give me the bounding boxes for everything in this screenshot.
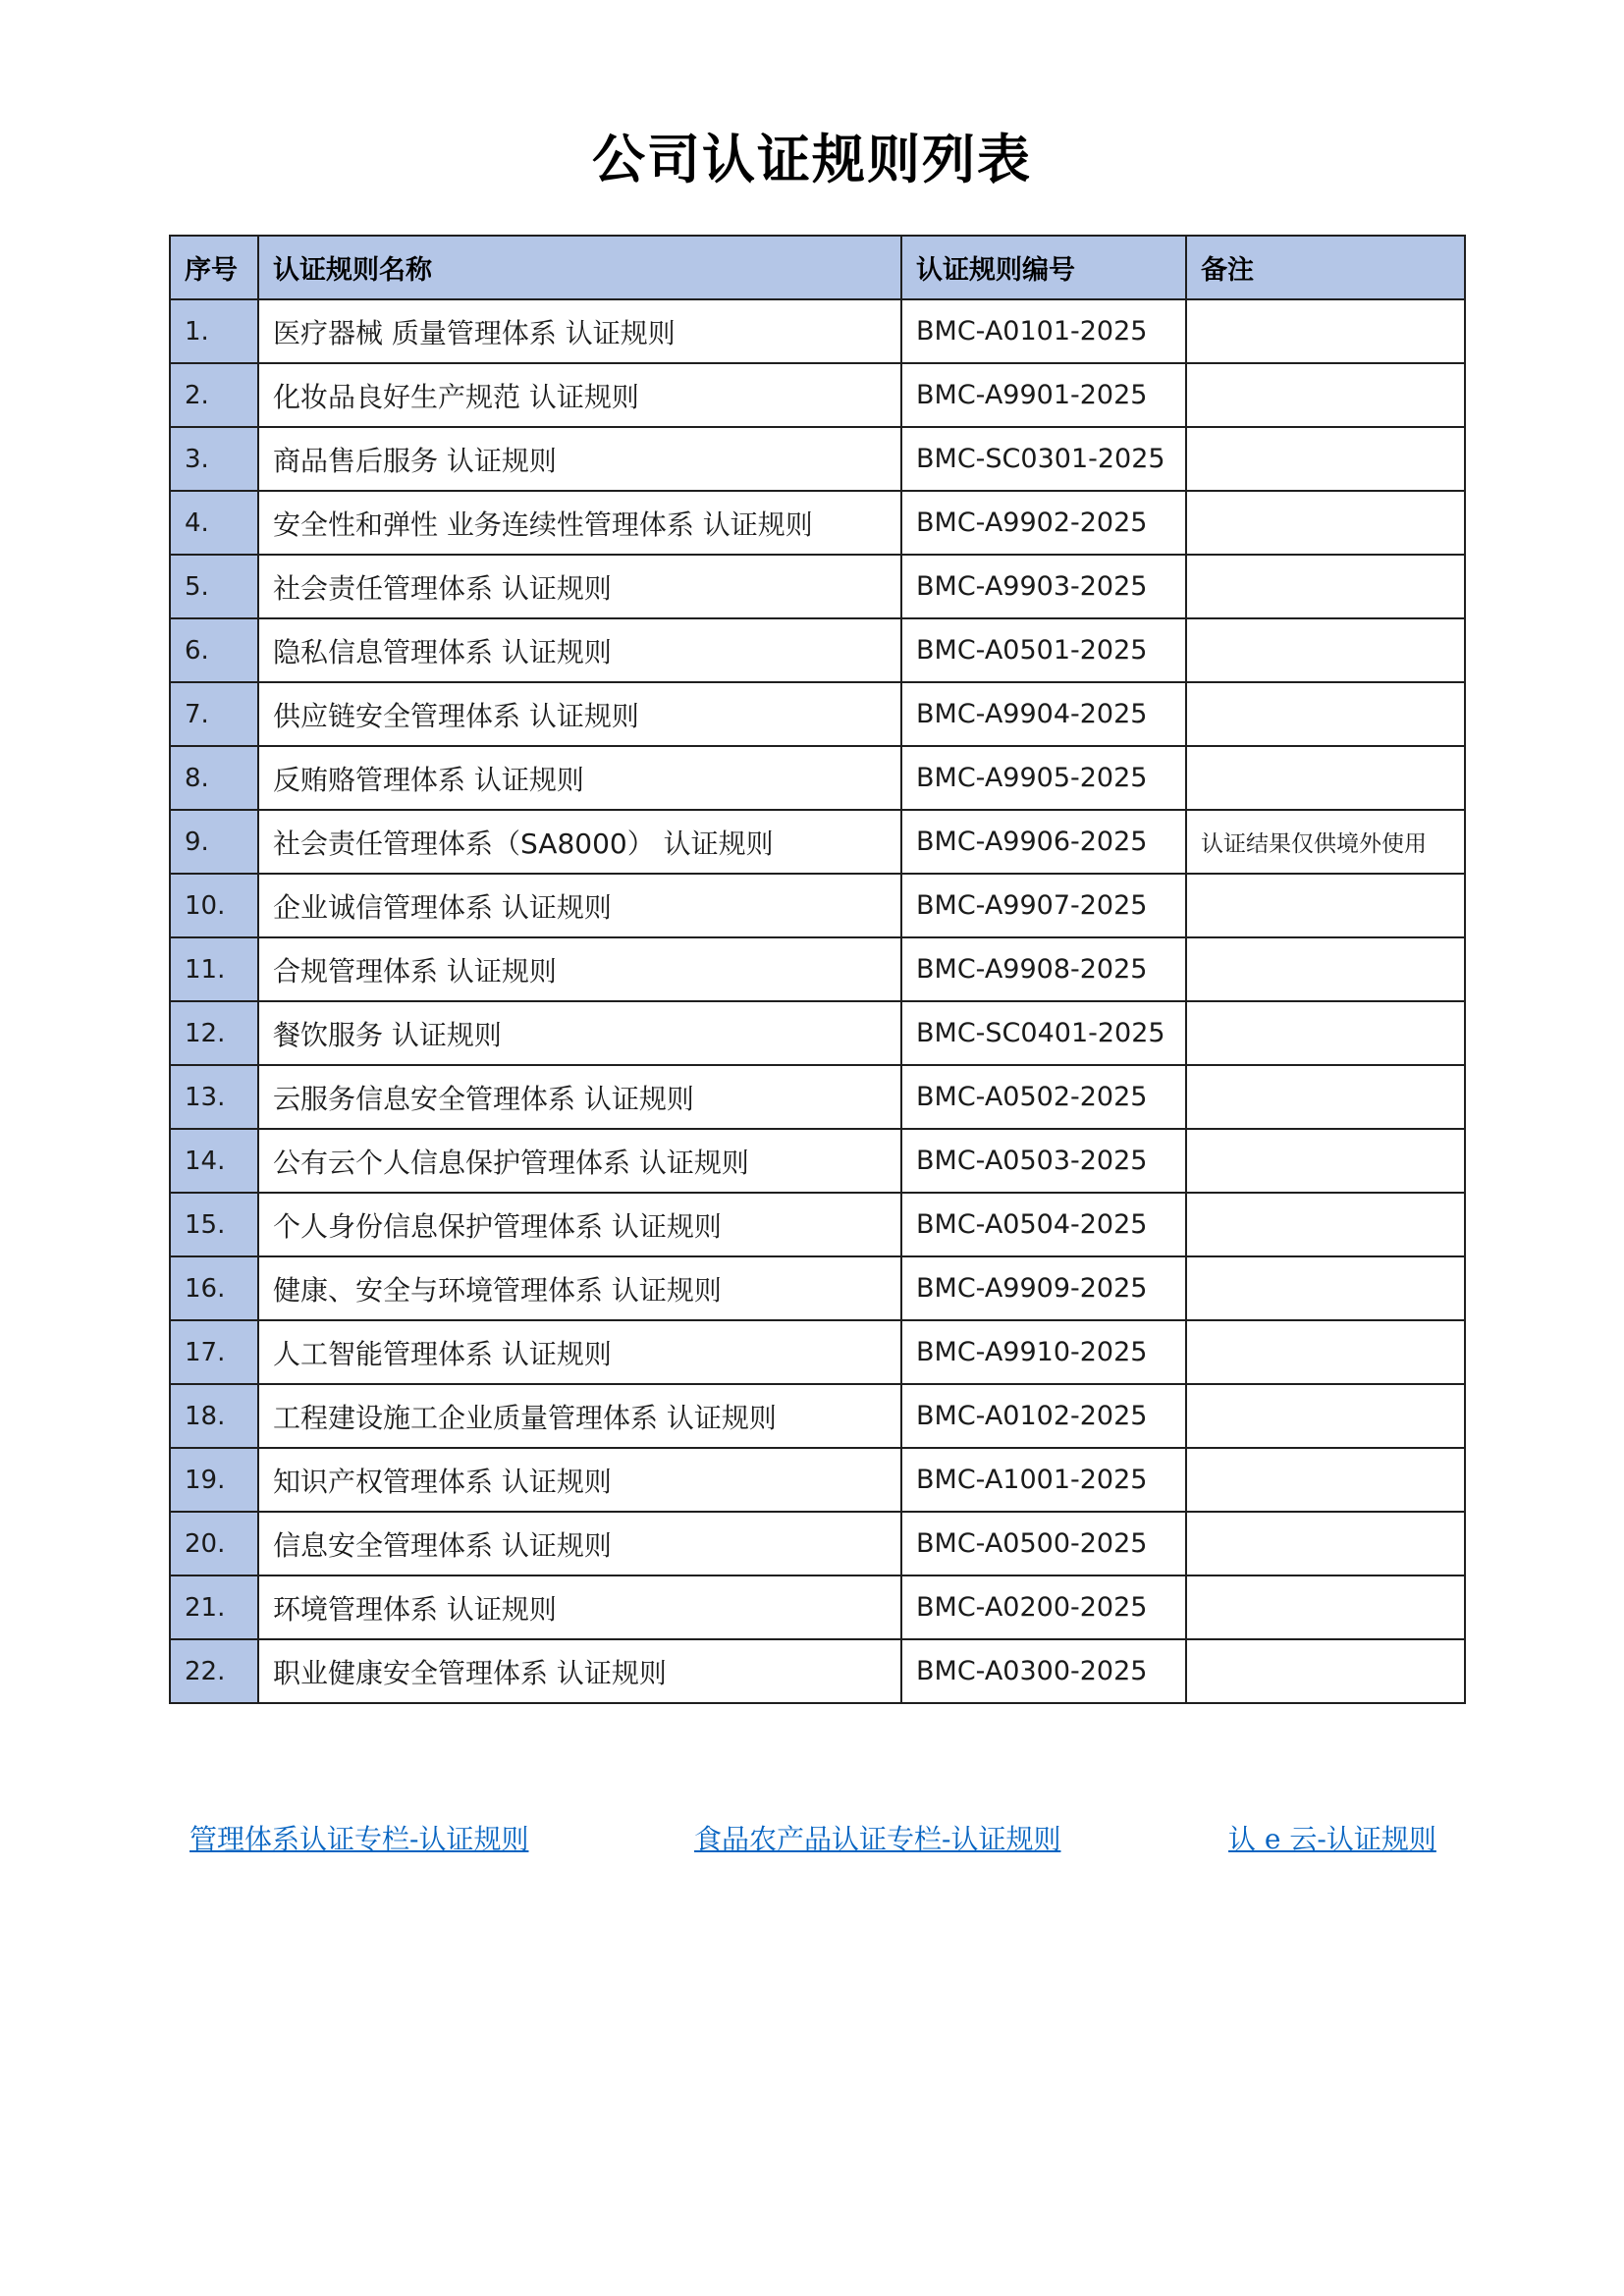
rule-name-cell: 健康、安全与环境管理体系 认证规则 <box>258 1256 901 1320</box>
rule-name-cell: 供应链安全管理体系 认证规则 <box>258 682 901 746</box>
remarks-cell <box>1186 1512 1465 1575</box>
table-row <box>170 1320 1465 1384</box>
table-row <box>170 1065 1465 1129</box>
table-row <box>170 1256 1465 1320</box>
rule-code-cell: BMC-A9906-2025 <box>901 810 1186 874</box>
rule-code-cell: BMC-A9910-2025 <box>901 1320 1186 1384</box>
rule-code-cell: BMC-A0102-2025 <box>901 1384 1186 1448</box>
remarks-cell <box>1186 682 1465 746</box>
rule-name-cell: 安全性和弹性 业务连续性管理体系 认证规则 <box>258 491 901 555</box>
serial-number-cell: 20. <box>170 1512 258 1575</box>
table-row <box>170 1129 1465 1193</box>
table-row <box>170 810 1465 874</box>
rule-name-cell: 公有云个人信息保护管理体系 认证规则 <box>258 1129 901 1193</box>
rule-name-cell: 个人身份信息保护管理体系 认证规则 <box>258 1193 901 1256</box>
renecloud-rules-link[interactable]: 认 e 云-认证规则 <box>1228 1823 1436 1855</box>
remarks-cell <box>1186 874 1465 937</box>
serial-number-cell: 2. <box>170 363 258 427</box>
remarks-cell <box>1186 1384 1465 1448</box>
rule-code-cell: BMC-A9909-2025 <box>901 1256 1186 1320</box>
remarks-cell <box>1186 1448 1465 1512</box>
rule-name-cell: 职业健康安全管理体系 认证规则 <box>258 1639 901 1703</box>
management-system-rules-link[interactable]: 管理体系认证专栏-认证规则 <box>189 1823 529 1855</box>
table-row <box>170 746 1465 810</box>
rule-name-cell: 反贿赂管理体系 认证规则 <box>258 746 901 810</box>
footer-links <box>0 1820 1624 1869</box>
serial-number-cell: 18. <box>170 1384 258 1448</box>
rule-name-cell: 企业诚信管理体系 认证规则 <box>258 874 901 937</box>
serial-number-cell: 3. <box>170 427 258 491</box>
serial-number-cell: 9. <box>170 810 258 874</box>
rule-code-cell: BMC-A9903-2025 <box>901 555 1186 618</box>
rule-code-cell: BMC-A0504-2025 <box>901 1193 1186 1256</box>
rule-code-cell: BMC-A0501-2025 <box>901 618 1186 682</box>
table-row <box>170 427 1465 491</box>
rule-name-cell: 社会责任管理体系（SA8000） 认证规则 <box>258 810 901 874</box>
rule-name-cell: 合规管理体系 认证规则 <box>258 937 901 1001</box>
serial-number-cell: 5. <box>170 555 258 618</box>
rule-name-cell: 知识产权管理体系 认证规则 <box>258 1448 901 1512</box>
serial-number-cell: 12. <box>170 1001 258 1065</box>
rule-code-cell: BMC-A0101-2025 <box>901 299 1186 363</box>
serial-number-cell: 6. <box>170 618 258 682</box>
rule-code-cell: BMC-A0200-2025 <box>901 1575 1186 1639</box>
rule-code-cell: BMC-A0503-2025 <box>901 1129 1186 1193</box>
table-row <box>170 363 1465 427</box>
rule-name-cell: 工程建设施工企业质量管理体系 认证规则 <box>258 1384 901 1448</box>
rule-name-cell: 医疗器械 质量管理体系 认证规则 <box>258 299 901 363</box>
rule-code-cell: BMC-A9908-2025 <box>901 937 1186 1001</box>
rule-name-cell: 餐饮服务 认证规则 <box>258 1001 901 1065</box>
remarks-cell <box>1186 299 1465 363</box>
rule-code-cell: BMC-A9904-2025 <box>901 682 1186 746</box>
header-serial-number: 序号 <box>170 236 258 299</box>
rule-code-cell: BMC-A1001-2025 <box>901 1448 1186 1512</box>
remarks-cell <box>1186 1193 1465 1256</box>
serial-number-cell: 13. <box>170 1065 258 1129</box>
rule-code-cell: BMC-A9905-2025 <box>901 746 1186 810</box>
table-header-row <box>170 236 1465 299</box>
table-body <box>170 299 1465 1703</box>
table-row <box>170 1001 1465 1065</box>
rule-name-cell: 化妆品良好生产规范 认证规则 <box>258 363 901 427</box>
serial-number-cell: 21. <box>170 1575 258 1639</box>
remarks-cell: 认证结果仅供境外使用 <box>1186 810 1465 874</box>
serial-number-cell: 8. <box>170 746 258 810</box>
rule-name-cell: 隐私信息管理体系 认证规则 <box>258 618 901 682</box>
page-title: 公司认证规则列表 <box>592 129 1032 190</box>
table-row <box>170 874 1465 937</box>
table-row <box>170 1512 1465 1575</box>
serial-number-cell: 11. <box>170 937 258 1001</box>
table-row <box>170 1448 1465 1512</box>
remarks-cell <box>1186 1639 1465 1703</box>
rule-name-cell: 云服务信息安全管理体系 认证规则 <box>258 1065 901 1129</box>
table-row <box>170 1384 1465 1448</box>
table-row <box>170 937 1465 1001</box>
rule-code-cell: BMC-A9902-2025 <box>901 491 1186 555</box>
serial-number-cell: 7. <box>170 682 258 746</box>
remarks-cell <box>1186 363 1465 427</box>
rule-code-cell: BMC-SC0301-2025 <box>901 427 1186 491</box>
rule-name-cell: 环境管理体系 认证规则 <box>258 1575 901 1639</box>
remarks-cell <box>1186 1256 1465 1320</box>
remarks-cell <box>1186 1065 1465 1129</box>
table-row <box>170 555 1465 618</box>
header-rule-name: 认证规则名称 <box>258 236 901 299</box>
rule-name-cell: 商品售后服务 认证规则 <box>258 427 901 491</box>
table-row <box>170 299 1465 363</box>
table-row <box>170 1639 1465 1703</box>
serial-number-cell: 16. <box>170 1256 258 1320</box>
food-agri-product-rules-link[interactable]: 食品农产品认证专栏-认证规则 <box>694 1823 1061 1855</box>
header-remarks: 备注 <box>1186 236 1465 299</box>
remarks-cell <box>1186 427 1465 491</box>
remarks-cell <box>1186 1001 1465 1065</box>
remarks-cell <box>1186 746 1465 810</box>
remarks-cell <box>1186 1129 1465 1193</box>
rule-code-cell: BMC-A0502-2025 <box>901 1065 1186 1129</box>
remarks-cell <box>1186 555 1465 618</box>
table-row <box>170 1193 1465 1256</box>
serial-number-cell: 4. <box>170 491 258 555</box>
certification-rules-table <box>169 235 1466 1704</box>
header-rule-code: 认证规则编号 <box>901 236 1186 299</box>
remarks-cell <box>1186 491 1465 555</box>
serial-number-cell: 15. <box>170 1193 258 1256</box>
remarks-cell <box>1186 937 1465 1001</box>
serial-number-cell: 10. <box>170 874 258 937</box>
rule-name-cell: 社会责任管理体系 认证规则 <box>258 555 901 618</box>
serial-number-cell: 14. <box>170 1129 258 1193</box>
table-row <box>170 682 1465 746</box>
serial-number-cell: 22. <box>170 1639 258 1703</box>
rule-name-cell: 信息安全管理体系 认证规则 <box>258 1512 901 1575</box>
remarks-cell <box>1186 1575 1465 1639</box>
remarks-cell <box>1186 618 1465 682</box>
rule-code-cell: BMC-SC0401-2025 <box>901 1001 1186 1065</box>
rule-name-cell: 人工智能管理体系 认证规则 <box>258 1320 901 1384</box>
serial-number-cell: 1. <box>170 299 258 363</box>
table-row <box>170 618 1465 682</box>
serial-number-cell: 17. <box>170 1320 258 1384</box>
rule-code-cell: BMC-A0500-2025 <box>901 1512 1186 1575</box>
rule-code-cell: BMC-A9901-2025 <box>901 363 1186 427</box>
table-row <box>170 1575 1465 1639</box>
serial-number-cell: 19. <box>170 1448 258 1512</box>
table-row <box>170 491 1465 555</box>
remarks-cell <box>1186 1320 1465 1384</box>
rule-code-cell: BMC-A0300-2025 <box>901 1639 1186 1703</box>
rule-code-cell: BMC-A9907-2025 <box>901 874 1186 937</box>
